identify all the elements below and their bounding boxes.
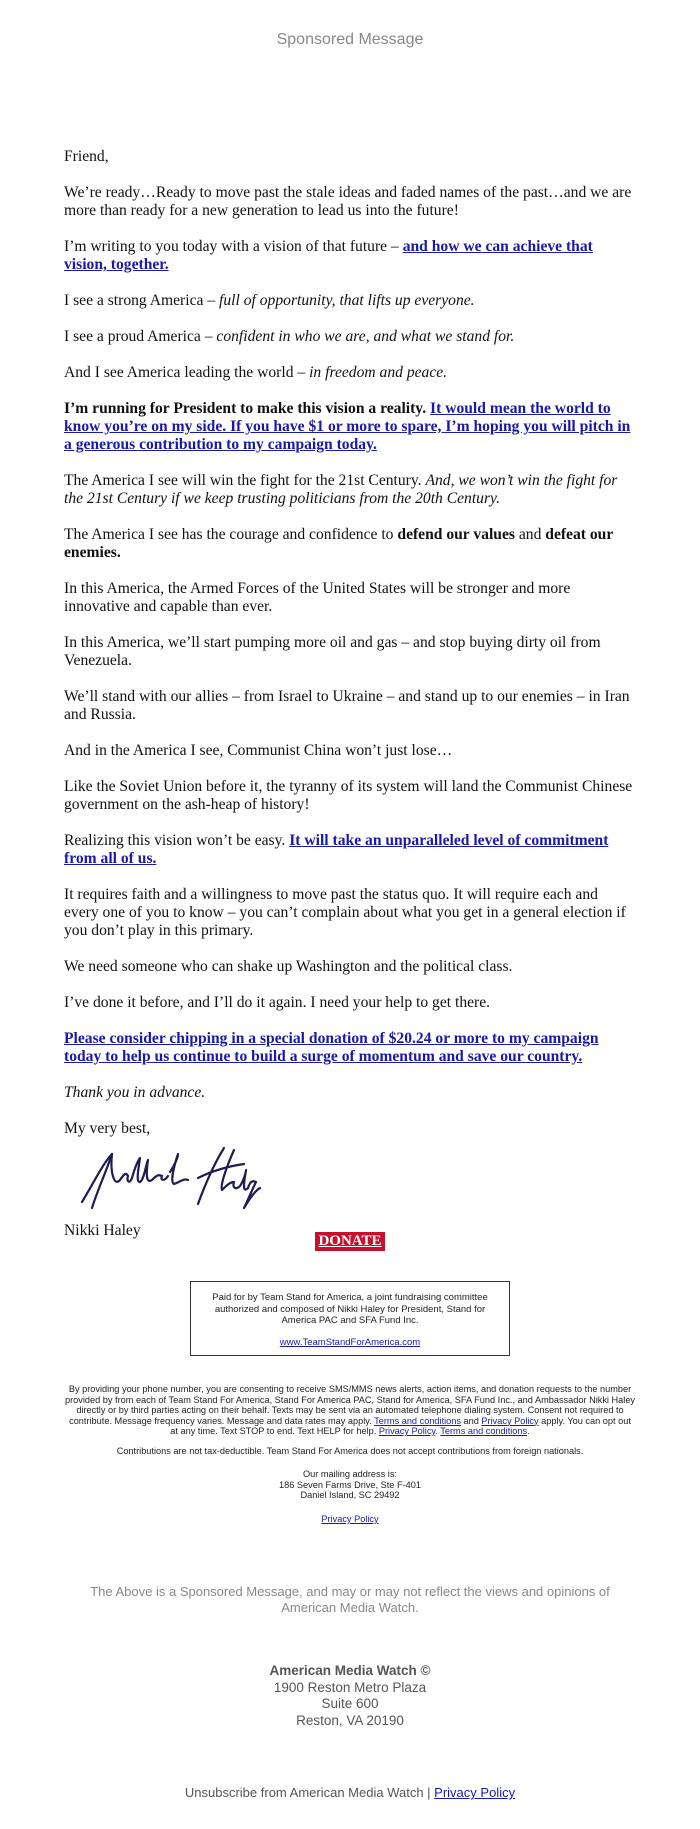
unsubscribe-link[interactable]: Unsubscribe from American Media Watch: [184, 1785, 424, 1800]
footer-address-line: 1900 Reston Metro Plaza: [273, 1679, 427, 1695]
address-line: Daniel Island, SC 29492: [300, 1490, 400, 1500]
thanks-line: [64, 1084, 634, 1102]
paragraph: It requires faith and a willingness to move past the status quo. It will require each and every one of you to know – you can’t complain about what you get in a general election if you don’t play in this primary.: [64, 886, 626, 939]
contribution-link[interactable]: It would mean the world to know you’re on my side. If you have $1 or more to spare, I’m hoping you will pitch in a generous contribution to my campaign today.: [64, 400, 631, 453]
signature-text: Nikki R. Haley: [74, 1142, 81, 1143]
bold-text: I’m running for President to make this vision a reality.: [64, 400, 427, 417]
footer-privacy-link[interactable]: Privacy Policy: [434, 1785, 516, 1800]
paragraph: [64, 526, 634, 562]
footer-address-line: Reston, VA 20190: [296, 1712, 404, 1728]
italic-text: full of opportunity, that lifts up everyone.: [219, 292, 475, 309]
paid-for-box: [190, 1281, 510, 1356]
greeting: Friend,: [64, 148, 109, 165]
signer-name: Nikki Haley: [64, 1222, 141, 1239]
paragraph-text: Realizing this vision won’t be easy.: [64, 832, 290, 849]
paragraph: [64, 400, 634, 454]
sms-text: and: [460, 1415, 482, 1426]
letter-body: [64, 148, 634, 1240]
privacy-policy-link[interactable]: Privacy Policy: [481, 1415, 539, 1426]
paid-for-text: Paid for by Team Stand for America, a joint fundraising committee authorized and composed of Nikki Haley for President, Stand for America PAC and SFA Fund Inc.: [212, 1292, 488, 1326]
paragraph: [64, 1030, 634, 1066]
paragraph-text: I see a strong America –: [64, 292, 220, 309]
italic-text: And, we won’t win the fight for the 21st Century if we keep trusting politicians from the 20th Century.: [64, 472, 618, 507]
paragraph: Like the Soviet Union before it, the tyranny of its system will land the Communist Chinese government on the ash-heap of history!: [64, 778, 633, 813]
paragraph: [64, 364, 634, 382]
contributions-notice: Contributions are not tax-deductible. Team Stand For America does not accept contributions from foreign nationals.: [116, 1446, 584, 1456]
paragraph-text: And I see America leading the world –: [64, 364, 310, 381]
signature-image: [74, 1142, 264, 1222]
sms-text: .: [527, 1426, 530, 1436]
commitment-link[interactable]: It will take an unparalleled level of commitment from all of us.: [64, 832, 609, 867]
mailing-address: [64, 1469, 636, 1501]
paragraph: And in the America I see, Communist China won’t just lose…: [64, 742, 453, 759]
sponsored-message-label: Sponsored Message: [276, 31, 424, 48]
privacy-row: [64, 1514, 636, 1525]
paragraph: I’ve done it before, and I’ll do it again. I need your help to get there.: [64, 994, 491, 1011]
paragraph: [64, 292, 634, 310]
paragraph: In this America, we’ll start pumping more oil and gas – and stop buying dirty oil from Venezuela.: [64, 634, 601, 669]
sms-text: .: [435, 1426, 441, 1436]
privacy-policy-link[interactable]: Privacy Policy: [321, 1514, 379, 1524]
sms-consent-text: [64, 1384, 636, 1437]
italic-text: confident in who we are, and what we stand for.: [216, 328, 515, 345]
separator: |: [423, 1785, 435, 1800]
paragraph: We’re ready…Ready to move past the stale ideas and faded names of the past…and we are more than ready for a new generation to lead us into the future!: [64, 184, 632, 219]
italic-text: in freedom and peace.: [309, 364, 448, 381]
unsubscribe-row: [0, 1785, 700, 1800]
paragraph: [64, 832, 634, 868]
terms-link[interactable]: Terms and conditions: [374, 1415, 461, 1426]
vision-link[interactable]: and how we can achieve that vision, together.: [64, 238, 593, 273]
paragraph-text: The America I see has the courage and confidence to: [64, 526, 398, 543]
bold-text: defend our values: [397, 526, 515, 543]
paragraph-text: I’m writing to you today with a vision of that future –: [64, 238, 403, 255]
paragraph-text: The America I see will win the fight for the 21st Century.: [64, 472, 426, 489]
sms-text: apply. You can opt out at any time. Text STOP to end. Text HELP for help.: [170, 1415, 631, 1436]
bold-text: defeat our enemies.: [64, 526, 613, 561]
sponsored-disclaimer: The Above is a Sponsored Message, and may or may not reflect the views and opinions of American Media Watch.: [90, 1584, 610, 1615]
paragraph: In this America, the Armed Forces of the United States will be stronger and more innovative and capable than ever.: [64, 580, 571, 615]
mailing-label: Our mailing address is:: [303, 1469, 397, 1479]
committee-website-link[interactable]: www.TeamStandForAmerica.com: [279, 1336, 421, 1348]
italic-text: Thank you in advance.: [64, 1084, 206, 1101]
terms-link[interactable]: Terms and conditions: [440, 1426, 528, 1436]
donate-button[interactable]: DONATE: [315, 1232, 384, 1251]
privacy-policy-link[interactable]: Privacy Policy: [378, 1426, 436, 1436]
footer-org-name: American Media Watch ©: [269, 1663, 431, 1678]
sms-text: By providing your phone number, you are consenting to receive SMS/MMS news alerts, action items, and donation requests to the number provided by from each of Team Stand For America, Stand For America PAC, Stand for America, SFA Fund Inc., and Ambassador Nikki Haley directly or by third parties acting on their behalf. Texts may be sent via an automated telephone dialing system. Consent not required to contribute. Message frequency varies. Message and data rates may apply.: [64, 1384, 636, 1426]
footer-address: [0, 1663, 700, 1729]
paragraph: [64, 238, 634, 274]
donate-row: [0, 1232, 700, 1251]
address-line: 186 Seven Farms Drive, Ste F-401: [279, 1479, 421, 1490]
closing-line: My very best,: [64, 1120, 151, 1137]
paragraph: We’ll stand with our allies – from Israel to Ukraine – and stand up to our enemies – in Iran and Russia.: [64, 688, 630, 723]
paragraph-text: I see a proud America –: [64, 328, 217, 345]
paragraph: We need someone who can shake up Washington and the political class.: [64, 958, 513, 975]
paragraph: [64, 328, 634, 346]
paragraph: [64, 472, 634, 508]
footer-address-line: Suite 600: [321, 1696, 379, 1711]
paragraph-text: and: [514, 526, 546, 543]
donation-request-link[interactable]: Please consider chipping in a special donation of $20.24 or more to my campaign today to help us continue to build a surge of momentum and save our country.: [64, 1030, 599, 1065]
